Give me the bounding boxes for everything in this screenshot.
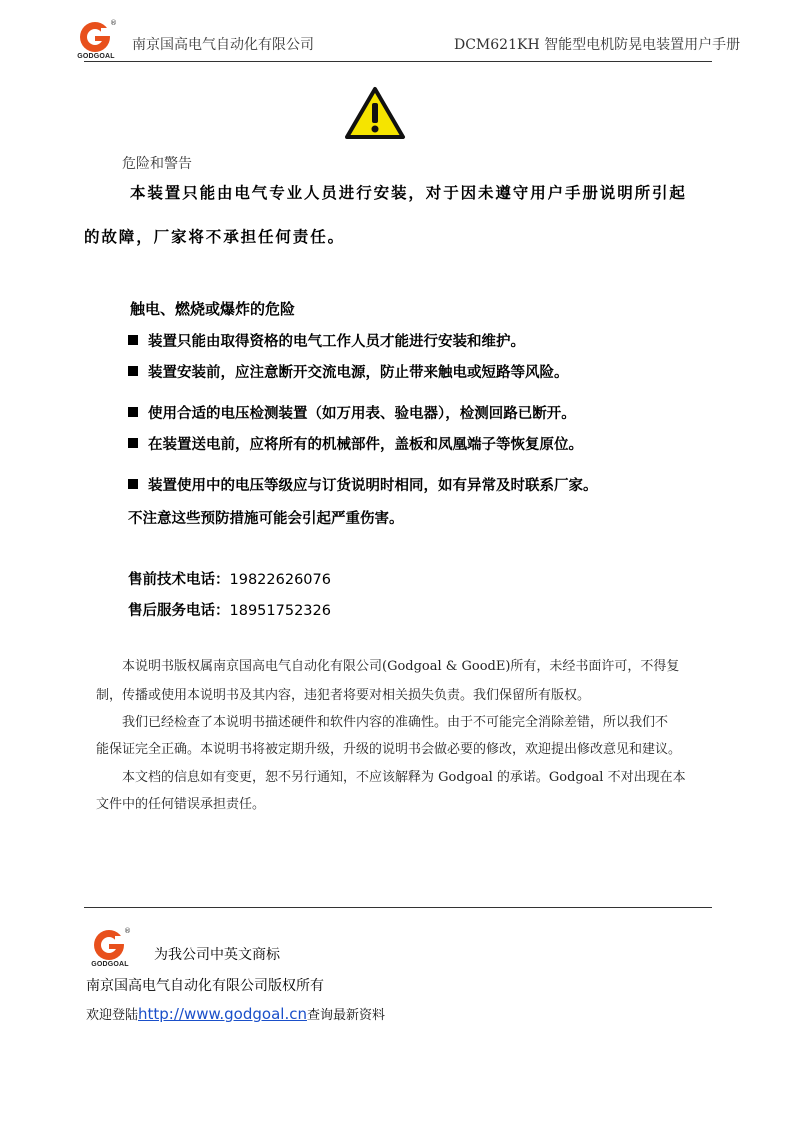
footer-registered-mark: ® [124, 927, 131, 935]
copyright-paragraph-2-line-2: 能保证完全正确。本说明书将被定期升级，升级的说明书会做必要的修改，欢迎提出修改意见和建议。 [96, 742, 682, 757]
header-company-name: 南京国高电气自动化有限公司 [132, 37, 314, 53]
warning-main-line-1: 本装置只能由电气专业人员进行安装，对于因未遵守用户手册说明所引起 [130, 184, 687, 202]
warning-main-line-2: 的故障，厂家将不承担任何责任。 [84, 228, 346, 246]
hazard-item [128, 474, 598, 495]
footer-divider [84, 907, 712, 908]
copyright-paragraph-2-line-1: 我们已经检查了本说明书描述硬件和软件内容的准确性。由于不可能完全消除差错，所以我们不 [122, 715, 669, 730]
hazard-item [128, 330, 525, 351]
bullet-square-icon [128, 335, 138, 345]
copyright-paragraph-3-line-2: 文件中的任何错误承担责任。 [96, 797, 266, 812]
hazard-item [128, 433, 583, 454]
registered-mark: ® [110, 19, 117, 27]
presale-phone-label: 售前技术电话： [128, 572, 230, 588]
aftersale-phone [128, 599, 331, 620]
website-link[interactable]: http://www.godgoal.cn [138, 1005, 307, 1023]
hazard-item [128, 402, 576, 423]
bullet-square-icon [128, 438, 138, 448]
bullet-square-icon [128, 366, 138, 376]
bullet-square-icon [128, 407, 138, 417]
header-document-title: DCM621KH 智能型电机防晃电装置用户手册 [454, 37, 741, 53]
hazard-item-text: 装置使用中的电压等级应与订货说明时相同，如有异常及时联系厂家。 [148, 478, 598, 494]
warning-triangle-icon [344, 86, 406, 140]
visit-suffix: 查询最新资料 [306, 1008, 385, 1023]
company-logo [76, 19, 120, 66]
hazard-item-text: 装置只能由取得资格的电气工作人员才能进行安装和维护。 [148, 334, 525, 350]
hazard-title: 触电、燃烧或爆炸的危险 [130, 300, 296, 318]
footer-company-logo [90, 927, 134, 974]
hazard-item-text: 使用合适的电压检测装置（如万用表、验电器），检测回路已断开。 [148, 406, 576, 422]
warning-title: 危险和警告 [122, 156, 192, 172]
logo-wordmark: GODGOAL [77, 53, 115, 60]
hazard-item [128, 361, 569, 382]
presale-phone-number: 19822626076 [229, 572, 331, 588]
copyright-paragraph-1-line-2: 制，传播或使用本说明书及其内容，违犯者将要对相关损失负责。我们保留所有版权。 [96, 688, 591, 703]
trademark-caption: 为我公司中英文商标 [154, 947, 280, 963]
aftersale-phone-label: 售后服务电话： [128, 603, 230, 619]
copyright-paragraph-3-line-1: 本文档的信息如有变更，恕不另行通知，不应该解释为 Godgoal 的承诺。Godgoal 不对出现在本 [122, 770, 686, 785]
visit-prefix: 欢迎登陆 [86, 1008, 139, 1023]
header-divider [84, 61, 712, 62]
hazard-closing: 不注意这些预防措施可能会引起严重伤害。 [128, 511, 404, 527]
aftersale-phone-number: 18951752326 [229, 603, 331, 619]
bullet-square-icon [128, 479, 138, 489]
footer-logo-wordmark: GODGOAL [91, 961, 129, 968]
copyright-rights: 南京国高电气自动化有限公司版权所有 [86, 978, 324, 994]
copyright-paragraph-1-line-1: 本说明书版权属南京国高电气自动化有限公司(Godgoal & GoodE)所有，未经书面许可，不得复 [122, 659, 680, 674]
visit-website-line [86, 1004, 385, 1023]
hazard-item-text: 装置安装前，应注意断开交流电源，防止带来触电或短路等风险。 [148, 365, 569, 381]
hazard-item-text: 在装置送电前，应将所有的机械部件，盖板和凤凰端子等恢复原位。 [148, 437, 583, 453]
presale-phone [128, 568, 331, 589]
